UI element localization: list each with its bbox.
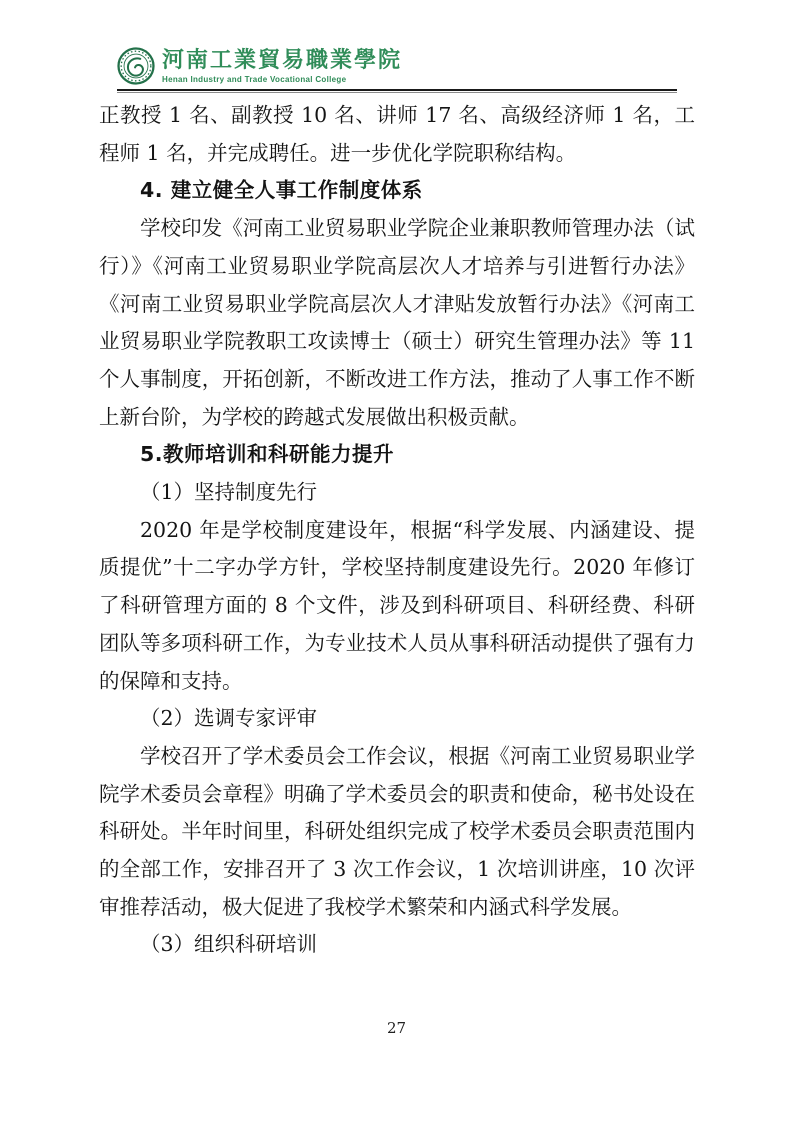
school-name-chinese: 河南工業貿易職業學院 bbox=[162, 46, 403, 73]
paragraph: 学校印发《河南工业贸易职业学院企业兼职教师管理办法（试行）》《河南工业贸易职业学院高层次人才培养与引进暂行办法》《河南工业贸易职业学院高层次人才津贴发放暂行办法》《河南工业贸易职业学院教职工攻读博士（硕士）研究生管理办法》等 11 个人事制度，开拓创新，不断改进工作方法，推动了人事工作不断上新台阶，为学校的跨越式发展做出积极贡献。 bbox=[99, 216, 695, 429]
paragraph: （3）组织科研培训 bbox=[140, 932, 318, 957]
paragraph: 学校召开了学术委员会工作会议，根据《河南工业贸易职业学院学术委员会章程》明确了学术委员会的职责和使命，秘书处设在科研处。半年时间里，科研处组织完成了校学术委员会职责范围内的全部工作，安排召开了 3 次工作会议，1 次培训讲座，10 次评审推荐活动，极大促进了我校学术繁荣和内涵式科学发展。 bbox=[99, 743, 695, 919]
school-logo bbox=[117, 46, 677, 86]
school-name-english: Henan Industry and Trade Vocational College bbox=[162, 75, 347, 85]
page-header bbox=[117, 46, 677, 93]
page-number: 27 bbox=[386, 1019, 407, 1037]
section-heading: 4. 建立健全人事工作制度体系 bbox=[140, 178, 423, 203]
document-body bbox=[99, 97, 695, 964]
header-divider bbox=[117, 89, 677, 93]
school-emblem-icon bbox=[117, 47, 155, 85]
paragraph: 2020 年是学校制度建设年，根据“科学发展、内涵建设、提质提优”十二字办学方针，学校坚持制度建设先行。2020 年修订了科研管理方面的 8 个文件，涉及到科研项目、科研经费、科研团队等多项科研工作，为专业技术人员从事科研活动提供了强有力的保障和支持。 bbox=[99, 517, 695, 693]
paragraph: （1）坚持制度先行 bbox=[140, 480, 318, 505]
paragraph: （2）选调专家评审 bbox=[140, 706, 318, 731]
school-logo-text bbox=[162, 48, 402, 84]
page-footer bbox=[0, 1019, 793, 1037]
paragraph: 正教授 1 名、副教授 10 名、讲师 17 名、高级经济师 1 名，工程师 1 名，并完成聘任。进一步优化学院职称结构。 bbox=[99, 103, 695, 165]
section-heading: 5.教师培训和科研能力提升 bbox=[140, 442, 395, 467]
